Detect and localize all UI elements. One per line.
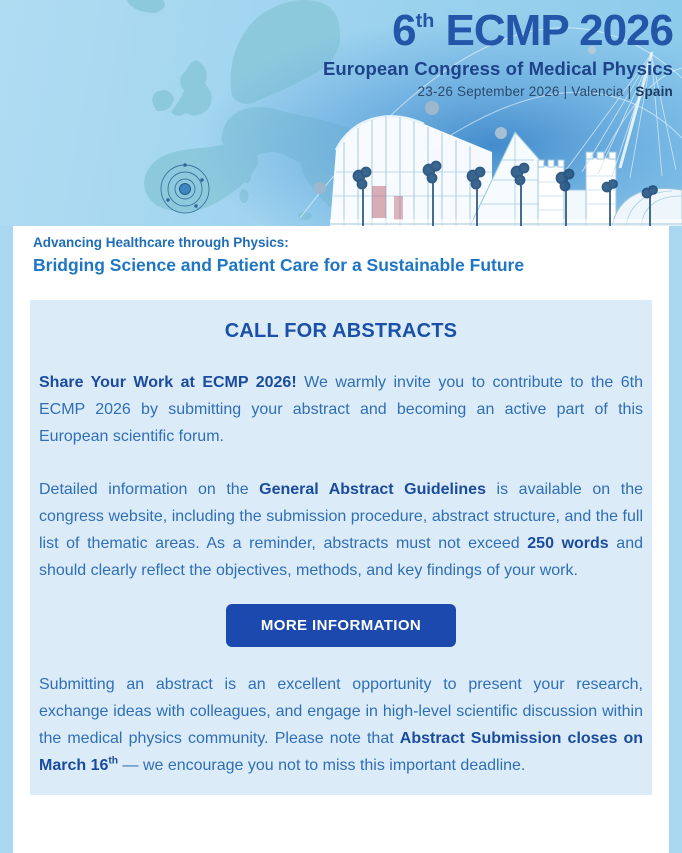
section-heading: CALL FOR ABSTRACTS [224,320,458,342]
congress-date-location: 23-26 September 2026 | Valencia | Spain [417,83,673,99]
intro-paragraph: Share Your Work at ECMP 2026! We warmly invite you to contribute to the 6th ECMP 2026 by submitting your abstract and becoming an active part of this European scientific forum. [39,374,644,445]
header-text-block [323,8,673,99]
button-row [39,604,643,647]
tagline-line1: Advancing Healthcare through Physics: [33,235,289,250]
call-for-abstracts-section [30,300,652,795]
deadline-paragraph: Submitting an abstract is an excellent opportunity to present your research, exchange ideas with colleagues, and engage in high-level scientific discussion within the medical physics community. Please note that Abstract Submission closes on March 16th — we encourage you not to miss this important deadline. [39,676,644,774]
email-header-hero [0,0,682,226]
guidelines-paragraph: Detailed information on the General Abstract Guidelines is available on the congress website, including the submission procedure, abstract structure, and the full list of thematic areas. As a reminder, abstracts must not exceed 250 words and should clearly reflect the objectives, methods, and key findings of your work. [39,481,644,579]
congress-title: 6th ECMP 2026 [392,6,673,55]
tagline-line2: Bridging Science and Patient Care for a Sustainable Future [33,255,525,275]
tagline-block [13,226,669,276]
more-information-button[interactable]: MORE INFORMATION [226,604,456,647]
email-body [13,226,669,853]
congress-subtitle: European Congress of Medical Physics [322,58,673,80]
